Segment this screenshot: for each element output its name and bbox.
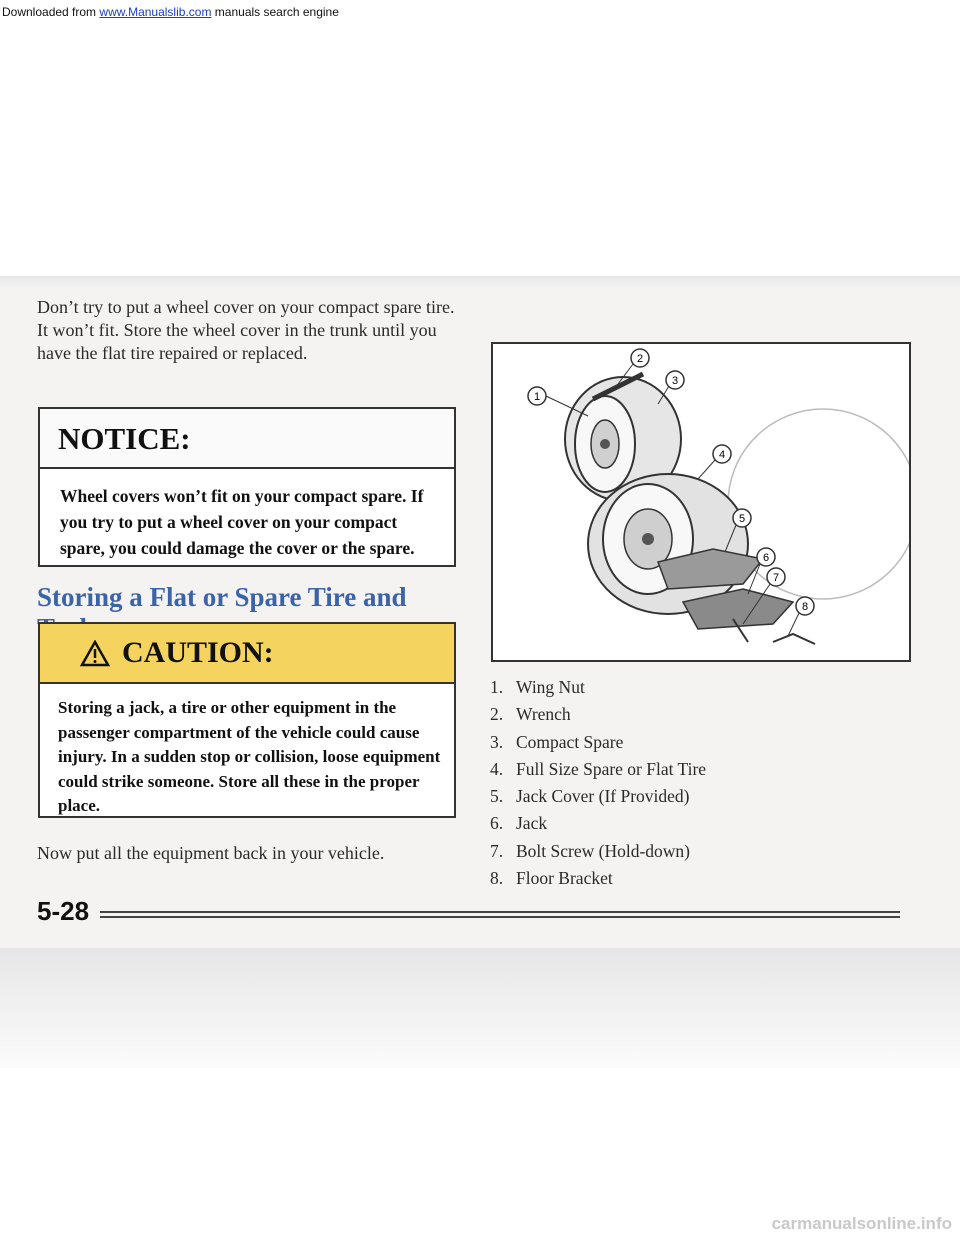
caution-box bbox=[38, 622, 456, 818]
list-item: 6. Jack bbox=[490, 813, 548, 834]
callout-2-icon bbox=[631, 349, 649, 367]
list-item: 2. Wrench bbox=[490, 704, 571, 725]
footer-rule bbox=[100, 911, 900, 918]
svg-text:8: 8 bbox=[801, 601, 809, 613]
svg-text:7: 7 bbox=[772, 572, 780, 584]
list-item: 1. Wing Nut bbox=[490, 677, 585, 697]
closing-paragraph: Now put all the equipment back in your vehicle. bbox=[37, 843, 385, 863]
callout-7-icon bbox=[767, 568, 785, 586]
notice-box bbox=[38, 407, 456, 567]
parts-list bbox=[490, 677, 706, 895]
list-item: 3. Compact Spare bbox=[490, 731, 624, 752]
callout-6-icon bbox=[757, 548, 775, 566]
callout-4-icon bbox=[713, 445, 731, 463]
svg-text:1: 1 bbox=[533, 391, 541, 403]
manualslib-link[interactable]: www.Manualslib.com bbox=[99, 5, 212, 19]
spare-tire-illustration bbox=[491, 342, 911, 662]
download-prefix: Downloaded from bbox=[2, 5, 97, 19]
svg-text:6: 6 bbox=[762, 552, 770, 564]
callout-1-icon bbox=[528, 387, 546, 405]
section-heading: Storing a Flat or Spare Tire and bbox=[37, 582, 407, 612]
svg-text:5: 5 bbox=[738, 513, 746, 525]
notice-body: Wheel covers won’t fit on your compact spare. If you try to put a wheel cover on your compact spare, you could damage the cover or the spare. bbox=[60, 486, 424, 558]
caution-body: Storing a jack, a tire or other equipment in the passenger compartment of the vehicle could cause injury. In a sudden stop or collision, loose equipment could strike someone. Store all these in the proper place. bbox=[58, 698, 441, 815]
caution-title: CAUTION: bbox=[122, 636, 274, 669]
caution-header bbox=[40, 624, 454, 684]
svg-text:4: 4 bbox=[718, 449, 726, 461]
list-item: 7. Bolt Screw (Hold-down) bbox=[490, 840, 691, 861]
callout-8-icon bbox=[796, 597, 814, 615]
warning-triangle-icon bbox=[80, 640, 110, 667]
footer-watermark: carmanualsonline.info bbox=[771, 1214, 952, 1233]
svg-text:2: 2 bbox=[636, 353, 644, 365]
page-number: 5-28 bbox=[37, 896, 90, 926]
svg-text:3: 3 bbox=[671, 375, 679, 387]
list-item: 5. Jack Cover (If Provided) bbox=[490, 786, 690, 807]
illustration-drawing bbox=[493, 344, 909, 660]
notice-title: NOTICE: bbox=[40, 409, 454, 469]
list-item: 8. Floor Bracket bbox=[490, 868, 613, 889]
callout-5-icon bbox=[733, 509, 751, 527]
download-source-bar bbox=[0, 0, 960, 22]
scan-edge-bottom bbox=[0, 948, 960, 1068]
list-item: 4. Full Size Spare or Flat Tire bbox=[490, 758, 707, 779]
intro-paragraph: Don’t try to put a wheel cover on your compact spare tire. It won’t fit. Store the wheel cover in the trunk until you have the flat tire repaired or replaced. bbox=[37, 297, 455, 363]
download-suffix: manuals search engine bbox=[214, 5, 339, 19]
